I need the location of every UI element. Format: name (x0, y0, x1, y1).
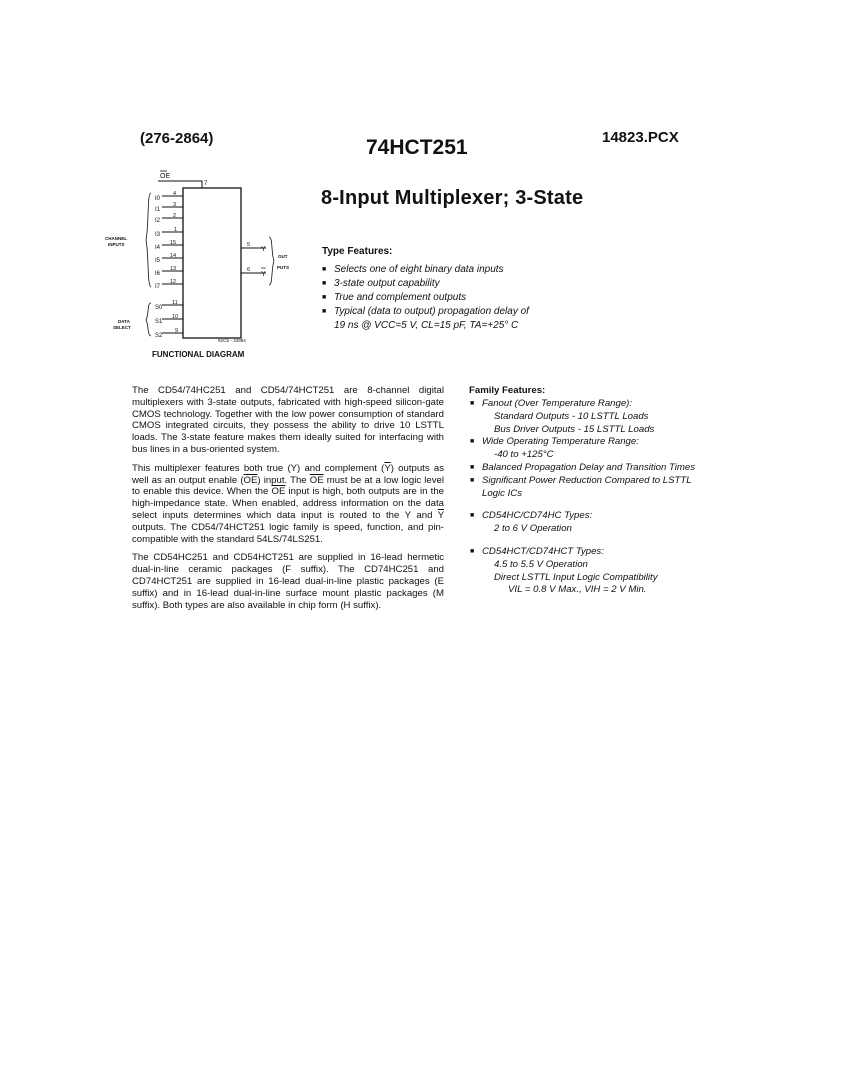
pin-7: 7 (204, 181, 208, 187)
input-pin-number: 15 (170, 240, 177, 246)
input-name: I2 (155, 218, 161, 224)
select-name: S2 (155, 333, 163, 339)
type-features-heading: Type Features: (322, 246, 393, 257)
type-feature-continuation: 19 ns @ VCC=5 V, CL=15 pF, TA=+25° C (334, 320, 519, 331)
family-feature-sub: Logic ICs (482, 487, 522, 499)
type-features-list (322, 263, 622, 333)
input-pin-number: 4 (173, 191, 177, 197)
select-pin-number: 10 (172, 314, 179, 320)
family-feature-item: ■ CD54HC/CD74HC Types: (470, 510, 770, 523)
input-name: I1 (155, 207, 161, 213)
family-features-heading: Family Features: (469, 385, 546, 396)
description (132, 385, 444, 618)
type-feature-item: ■ Typical (data to output) propagation delay of (322, 305, 622, 319)
input-pin-number: 2 (173, 213, 177, 219)
family-feature-item: ■ Fanout (Over Temperature Range): (470, 398, 770, 411)
input-pin-number: 14 (170, 253, 177, 259)
family-feature-item: ■ Significant Power Reduction Compared to LSTTL (470, 475, 770, 488)
input-pin-number: 12 (170, 279, 177, 285)
output-pin-number: 6 (247, 267, 251, 273)
outputs-label: OUT (278, 254, 288, 259)
input-name: I5 (155, 258, 161, 264)
data-select-label: DATA (118, 319, 130, 324)
description-paragraph: The CD54/74HC251 and CD54/74HCT251 are 8-channel digital multiplexers with 3-state outputs, fabricated with high-speed silicon-gate CMOS technology. Together with the low power consumption of standard CMOS integrated circuits, they possess the ability to drive 10 LSTTL loads. The 3-state feature makes them ideally suited for interfacing with bus lines in a bus-oriented system. (132, 385, 444, 455)
select-name: S0 (155, 305, 163, 311)
select-name: S1 (155, 319, 163, 325)
part-number-code: (276-2864) (140, 130, 214, 147)
family-feature-sub: -40 to +125°C (494, 449, 554, 461)
input-pin-number: 1 (174, 227, 178, 233)
input-name: I6 (155, 271, 161, 277)
diagram-caption: FUNCTIONAL DIAGRAM (152, 350, 245, 359)
input-name: I7 (155, 284, 161, 290)
description-paragraph: The CD54HC251 and CD54HCT251 are supplied in 16-lead hermetic dual-in-line ceramic packages (F suffix). The CD74HC251 and CD74HCT251 are supplied in 16-lead dual-in-line plastic packages (E suffix) and in 16-lead dual-in-line surface mount plastic packages (M suffix). Both types are also available in chip form (H suffix). (132, 552, 444, 611)
select-pin-number: 9 (175, 328, 179, 334)
channel-inputs-bracket (146, 193, 151, 287)
family-feature-item: ■ Balanced Propagation Delay and Transition Times (470, 462, 770, 475)
input-name: I3 (155, 232, 161, 238)
part-number: 74HCT251 (366, 136, 468, 159)
page-title: 8-Input Multiplexer; 3-State (321, 187, 584, 209)
outputs-bracket (269, 237, 274, 285)
input-name: I4 (155, 245, 161, 251)
select-pin-number: 11 (172, 300, 178, 306)
input-name: I0 (155, 196, 161, 202)
data-select-label: SELECT (113, 325, 131, 330)
family-feature-sub: 4.5 to 5.5 V Operation (494, 558, 588, 570)
chip-body (183, 188, 241, 338)
output-y-name: Y (261, 246, 266, 253)
oe-label: OE (160, 173, 171, 180)
description-paragraph: This multiplexer features both true (Y) and complement $(\overline{Y})$ outputs as well as an output enable $(\overline{OE})$ input. The $\overline{OE}$ must be at a low logic level to enable this device. When the $\overline{OE}$ input is high, both outputs are in the high-impedance state. When enabled, address information on the data select inputs determines which data input is routed to the Y and $\overline{Y}$ outputs. The CD54/74HCT251 logic family is speed, function, and pin-compatible with the standard 54LS/74LS251. (132, 462, 445, 545)
family-feature-sub: 2 to 6 V Operation (494, 523, 572, 535)
output-pin-number: 5 (247, 242, 251, 248)
family-feature-sub: Bus Driver Outputs - 15 LSTTL Loads (494, 423, 655, 435)
input-pin-number: 3 (173, 202, 177, 208)
family-features-list (470, 398, 770, 597)
type-feature-item: ■ Selects one of eight binary data inputs (322, 263, 622, 277)
family-feature-item: ■ Wide Operating Temperature Range: (470, 436, 770, 449)
diagram-code: 92CS - 34984 (218, 338, 246, 343)
type-feature-item: ■ True and complement outputs (322, 291, 622, 305)
output-ybar-name: Y (261, 271, 266, 278)
functional-diagram (100, 165, 300, 365)
file-name: 14823.PCX (602, 129, 679, 146)
family-feature-item: ■ CD54HCT/CD74HCT Types: (470, 546, 770, 559)
family-feature-sub: Standard Outputs - 10 LSTTL Loads (494, 410, 649, 422)
data-select-bracket (146, 303, 151, 336)
input-pin-number: 13 (170, 266, 177, 272)
outputs-label: PUTS (277, 265, 290, 270)
family-feature-sub: VIL = 0.8 V Max., VIH = 2 V Min. (508, 584, 647, 596)
channel-inputs-label: INPUTS (108, 242, 125, 247)
channel-inputs-label: CHANNEL (105, 236, 127, 241)
family-feature-sub: Direct LSTTL Input Logic Compatibility (494, 571, 658, 583)
type-feature-item: ■ 3-state output capability (322, 277, 622, 291)
oe-line (158, 181, 202, 188)
